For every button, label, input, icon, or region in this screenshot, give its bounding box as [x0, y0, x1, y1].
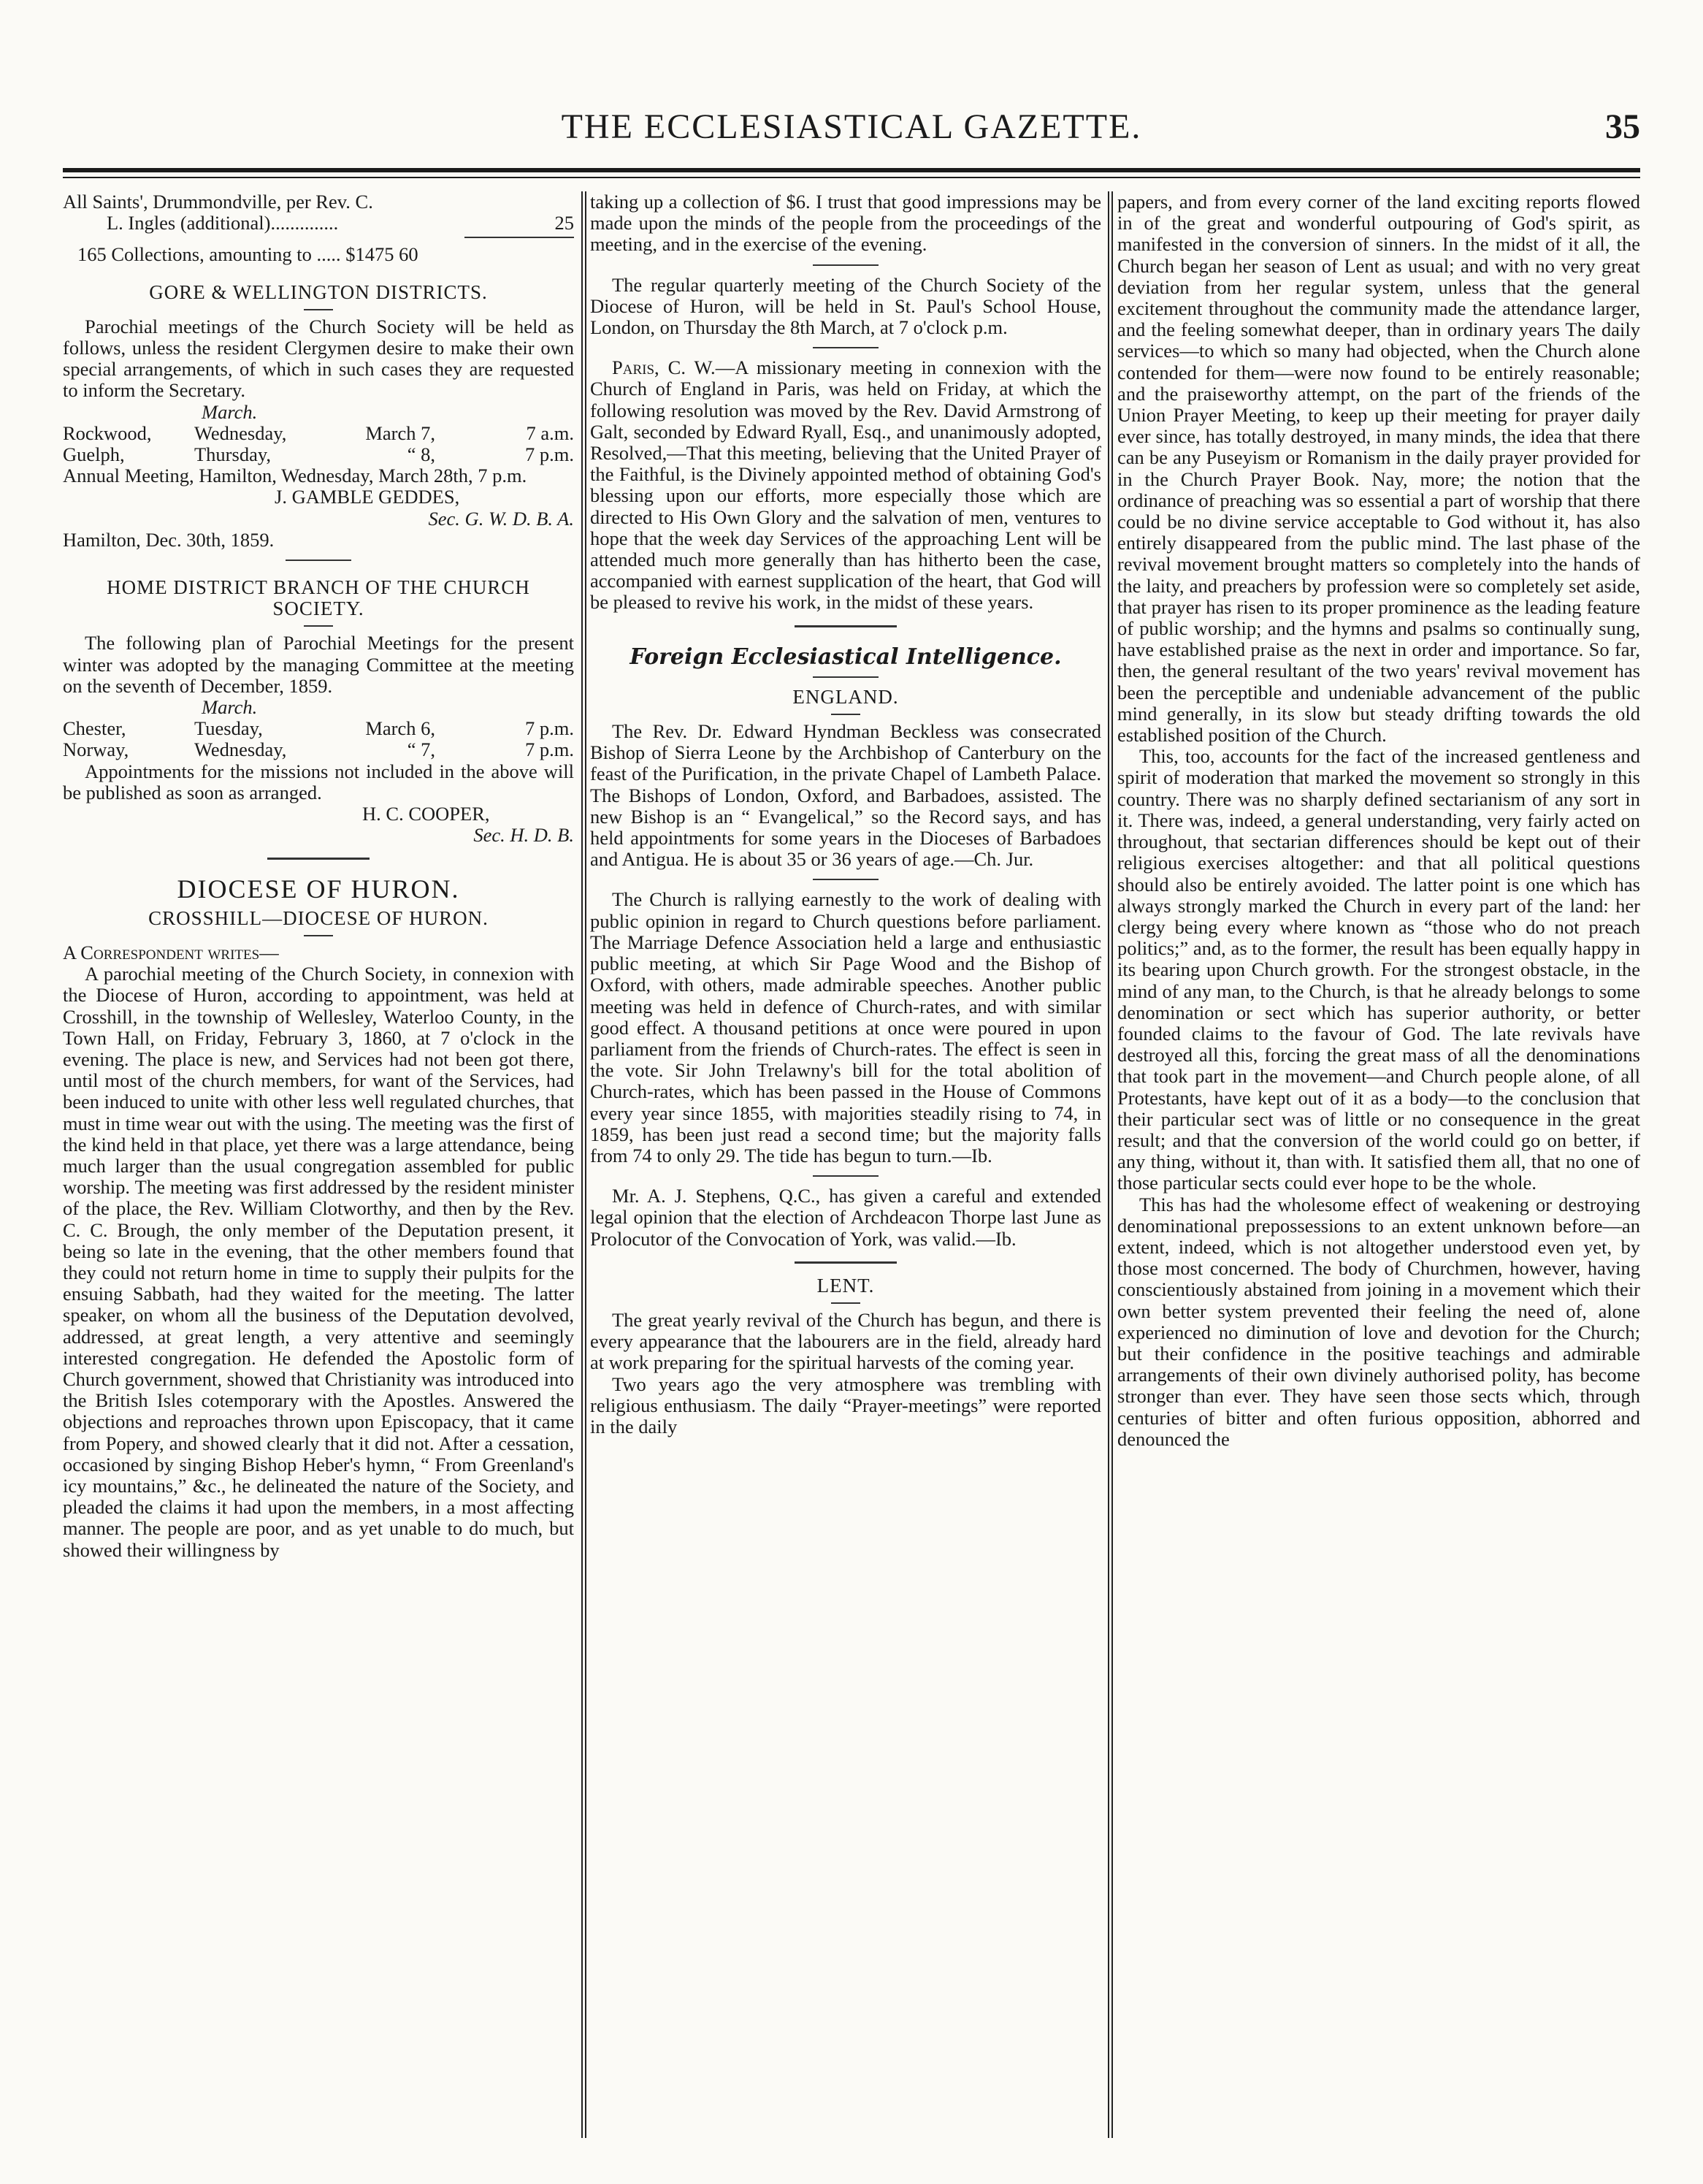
meeting-date: March 6, [365, 717, 435, 740]
paragraph [590, 357, 1101, 613]
dash-rule [831, 1302, 860, 1304]
column-divider [1108, 191, 1109, 2138]
section-heading: HOME DISTRICT BRANCH OF THE CHURCH SOCIETY. [107, 576, 530, 620]
section-rule [813, 347, 879, 348]
paragraph: taking up a collection of $6. I trust that good impressions may be made upon the minds of the people from the proceedings of the meeting, and in the exercise of the evening. [590, 191, 1101, 256]
column-1 [63, 191, 574, 2138]
meeting-day: Thursday, [194, 443, 271, 466]
section-rule [286, 560, 351, 561]
column-divider [581, 191, 583, 2138]
dash-rule [831, 714, 860, 715]
meeting-time: 7 p.m. [525, 717, 574, 740]
column-2 [590, 191, 1101, 2138]
section-rule [795, 1261, 897, 1264]
foreign-heading: Foreign Ecclesiastical Intelligence. [629, 644, 1062, 670]
signature-title: Sec. H. D. B. [473, 824, 574, 847]
collection-entry-line [63, 213, 574, 234]
section-rule [813, 1175, 879, 1177]
paris-body: —A missionary meeting in connexion with the Church of England in Paris, was held on Friday, at which the following resolution was moved by the Rev. David Armstrong of Galt, seconded by Edward Ryall, Esq., and unanimously adopted, Resolved,—That this meeting, believing that the United Prayer of the Faithful, is the Divinely appointed method of obtaining God's blessing upon our efforts, more especially those which are directed to His Own Glory and the salvation of men, ventures to hope that the week day Services of the approaching Lent will be attended much more generally than has hitherto been the case, accompanied with earnest supplication of the heart, that God will be pleased to revive his work, in the midst of these years. [590, 356, 1101, 614]
column-divider [585, 191, 586, 2138]
meeting-date: “ 7, [407, 738, 435, 761]
paragraph: The following plan of Parochial Meetings for the present winter was adopted by the managing Committee at the meeting on the seventh of December, 1859. [63, 632, 574, 697]
section-heading: LENT. [816, 1274, 875, 1297]
signature-title: Sec. G. W. D. B. A. [428, 507, 574, 530]
meeting-place: Rockwood, [63, 421, 152, 444]
meeting-day: Wednesday, [194, 421, 287, 444]
month-label: March. [202, 696, 258, 719]
page-title: THE ECCLESIASTICAL GAZETTE. [561, 107, 1142, 146]
meeting-date: “ 8, [407, 443, 435, 466]
meeting-time: 7 p.m. [525, 443, 574, 466]
section-rule [795, 625, 897, 627]
total-rule [464, 237, 574, 238]
signature: J. GAMBLE GEDDES, [275, 486, 460, 508]
paragraph: The Rev. Dr. Edward Hyndman Beckless was consecrated Bishop of Sierra Leone by the Archbishop of Canterbury on the feast of the Purification, in the private Chapel of Lambeth Palace. The Bishops of London, Oxford, and Barbadoes, assisted. The new Bishop is an “ Evangelical,” so the Record says, and has held appointments for some years in the Dioceses of Barbadoes and Antigua. He is about 35 or 36 years of age.—Ch. Jur. [590, 720, 1101, 871]
meeting-date: March 7, [365, 421, 435, 444]
meeting-place: Chester, [63, 717, 126, 740]
section-heading: CROSSHILL—DIOCESE OF HURON. [148, 906, 489, 929]
meeting-row [63, 718, 574, 739]
paragraph: Appointments for the missions not included in the above will be published as soon as arranged. [63, 760, 574, 803]
meeting-row [63, 444, 574, 465]
meeting-time: 7 p.m. [525, 738, 574, 761]
month-label: March. [202, 400, 258, 423]
paragraph: The Church is rallying earnestly to the work of dealing with public opinion in regard to Church questions before parliament. The Marriage Defence Association held a large and enthusiastic public meeting, at which Sir Page Wood and the Bishop of Oxford, with others, made admirable speeches. Another public meeting was held in defence of Church-rates, and with similar good effect. A thousand petitions at once were poured in upon parliament from the friends of Church-rates. The effect is seen in the vote. Sir John Trelawny's bill for the total abolition of Church-rates, which has been passed in the House of Commons every year since 1855, with majorities steadily rising to 74, in 1859, has been just read a second time; but the majority falls from 74 to only 29. The tide has begun to turn.—Ib. [590, 888, 1101, 1167]
diocese-heading: DIOCESE OF HURON. [177, 874, 460, 904]
correspondent-line: A Correspondent writes— [63, 941, 279, 963]
meeting-place: Norway, [63, 738, 129, 761]
column-3 [1117, 191, 1640, 2138]
paragraph: This has had the wholesome effect of weakening or destroying denominational prepossessions to an extent unknown before—an extent, indeed, which is not altogether understood even yet, by those most concerned. The body of Churchmen, however, having conscientiously abstained from joining in a movement which their own better system prevented their feeling the need of, alone experienced no diminution of love and devotion for the Church; but their confidence in the positive teachings and admirable arrangements of their own divinely authorised polity, has become stronger than ever. They have seen those sects which, through centuries of bitter and often furious opposition, abhorred and denounced the [1117, 1193, 1640, 1450]
signature: H. C. COOPER, [362, 803, 490, 825]
paragraph: Mr. A. J. Stephens, Q.C., has given a careful and extended legal opinion that the election of Archdeacon Thorpe last June as Prolocutor of the Convocation of York, was valid.—Ib. [590, 1185, 1101, 1250]
paragraph: This, too, accounts for the fact of the increased gentleness and spirit of moderation that marked the movement so strongly in this country. There was no sharply defined sectarianism of any sort in it. There was, indeed, a general understanding, very fairly acted on throughout, that sectarian differences should be kept out of their religious exercises altogether: and that all political questions should also be entirely avoided. The latter point is one which has always strongly marked the Church in every part of the land: her clergy being every where known as “those who do not preach politics;” and, as to the former, the result has been equally happy in its bearing upon Church growth. For the strongest obstacle, in the mind of any man, to the Church, is that he already belongs to some denomination or sect which has superior authority, or better founded claims to the favour of God. The late revivals have destroyed all this, forcing the great mass of all the denominations that took part in the movement—and Church people alone, of all Protestants, have kept out of it as a body—to the conclusion that their particular sect was of little or no consequence in the great result; and that the conversion of the world could go on better, if any thing, without it, than with. It satisfied them all, that no one of those particular sects could ever hope to be the whole. [1117, 745, 1640, 1194]
header-rule-thin [63, 177, 1640, 178]
section-rule [813, 264, 879, 266]
meeting-row [63, 423, 574, 444]
section-heading: ENGLAND. [792, 685, 899, 708]
collection-entry-name: L. Ingles (additional).............. [107, 212, 339, 234]
collection-amount: 25 [554, 212, 574, 234]
meeting-day: Tuesday, [194, 717, 263, 740]
meeting-row [63, 739, 574, 760]
masthead [63, 107, 1640, 158]
dash-rule [304, 935, 333, 936]
section-rule [813, 879, 879, 880]
section-rule [267, 858, 370, 860]
annual-meeting: Annual Meeting, Hamilton, Wednesday, March 28th, 7 p.m. [63, 465, 527, 487]
collection-total: 165 Collections, amounting to ..... $1475 60 [77, 243, 418, 266]
column-divider [1111, 191, 1113, 2138]
paragraph: A parochial meeting of the Church Society, in connexion with the Diocese of Huron, according to appointment, was held at Crosshill, in the township of Wellesley, Waterloo County, in the Town Hall, on Friday, February 3, 1860, at 7 o'clock in the evening. The place is new, and Services had not been got there, until most of the church members, for want of the Services, had been induced to unite with other less well regulated churches, that must in time wear out with the using. The meeting was the first of the kind held in that place, yet there was a large attendance, being much larger than the usual congregation assembled for public worship. The meeting was first addressed by the resident minister of the place, the Rev. William Clotworthy, and then by the Rev. C. C. Brough, the only member of the Deputation present, it being so late in the evening, that the other members found that they could not return home in time to supply their pulpits for the ensuing Sabbath, had they waited for the meeting. The latter speaker, on whom all the business of the Deputation devolved, addressed, at great length, a very attentive and seemingly interested congregation. He defended the Apostolic form of Church government, showed that Christianity was introduced into the British Isles cotemporary with the Apostles. Answered the objections and reproaches thrown upon Episcopacy, that it came from Popery, and showed clearly that it did not. After a cessation, occasioned by singing Bishop Heber's hymn, “ From Greenland's icy mountains,” &c., he delineated the nature of the Society, and pleaded the claims it had upon the members, in a most affecting manner. The people are poor, and as yet unable to do much, but showed their willingness by [63, 963, 574, 1561]
paragraph: The great yearly revival of the Church has begun, and there is every appearance that the labourers are in the field, already hard at work preparing for the spiritual harvests of the coming year. [590, 1308, 1101, 1374]
paragraph: Parochial meetings of the Church Society will be held as follows, unless the resident Clergymen desire to make their own special arrangements, of which in such cases they are requested to inform the Secretary. [63, 315, 574, 402]
meeting-day: Wednesday, [194, 738, 287, 761]
dash-rule [304, 625, 333, 627]
meeting-place: Guelph, [63, 443, 125, 466]
paris-lead: Paris, C. W. [612, 356, 716, 379]
page-number: 35 [1605, 107, 1640, 146]
paragraph: papers, and from every corner of the land exciting reports flowed in of the great and wonderful outpouring of God's spirit, as manifested in the conversion of sinners. In the midst of it all, the Church began her season of Lent as usual; and with no very great deviation from her regular system, unless that the general excitement throughout the community made the attendance larger, and the feeling somewhat deeper, than in ordinary years The daily services—to which so many had objected, when the Church alone contended for them—were now found to be entirely reasonable; and the praiseworthy attempt, on the part of the friends of the Union Prayer Meeting, to keep up their meeting for prayer daily ever since, has totally destroyed, in many minds, the idea that there can be any Puseyism or Romanism in the daily prayer provided for in the Church Prayer Book. Nay, more; the notion that the ordinance of preaching was so essential a part of worship that there could be no divine service acceptable to God without it, has also entirely disappeared from the public mind. The last phase of the revival movement brought matters so completely into the hands of the laity, and preachers by profession were so completely set aside, that prayer has risen to its proper prominence as the leading feature of public worship; and the hymns and psalms so continually sung, have established praise as the next in order and importance. So far, then, the general resultant of the two years' revival movement has been the perceptible and undeniable advancement of the public mind generally, in its slow but steady drifting towards the old established position of the Church. [1117, 191, 1640, 747]
paragraph: Two years ago the very atmosphere was trembling with religious enthusiasm. The daily “Prayer-meetings” were reported in the daily [590, 1372, 1101, 1437]
meeting-time: 7 a.m. [526, 421, 574, 444]
section-heading: GORE & WELLINGTON DISTRICTS. [149, 280, 488, 303]
dash-rule [304, 309, 333, 310]
dateline: Hamilton, Dec. 30th, 1859. [63, 528, 275, 551]
header-rule-thick [63, 168, 1640, 172]
paragraph: The regular quarterly meeting of the Church Society of the Diocese of Huron, will be held in St. Paul's School House, London, on Thursday the 8th March, at 7 o'clock p.m. [590, 273, 1101, 339]
collection-entry: All Saints', Drummondville, per Rev. C. [63, 191, 373, 213]
section-rule [813, 676, 879, 678]
